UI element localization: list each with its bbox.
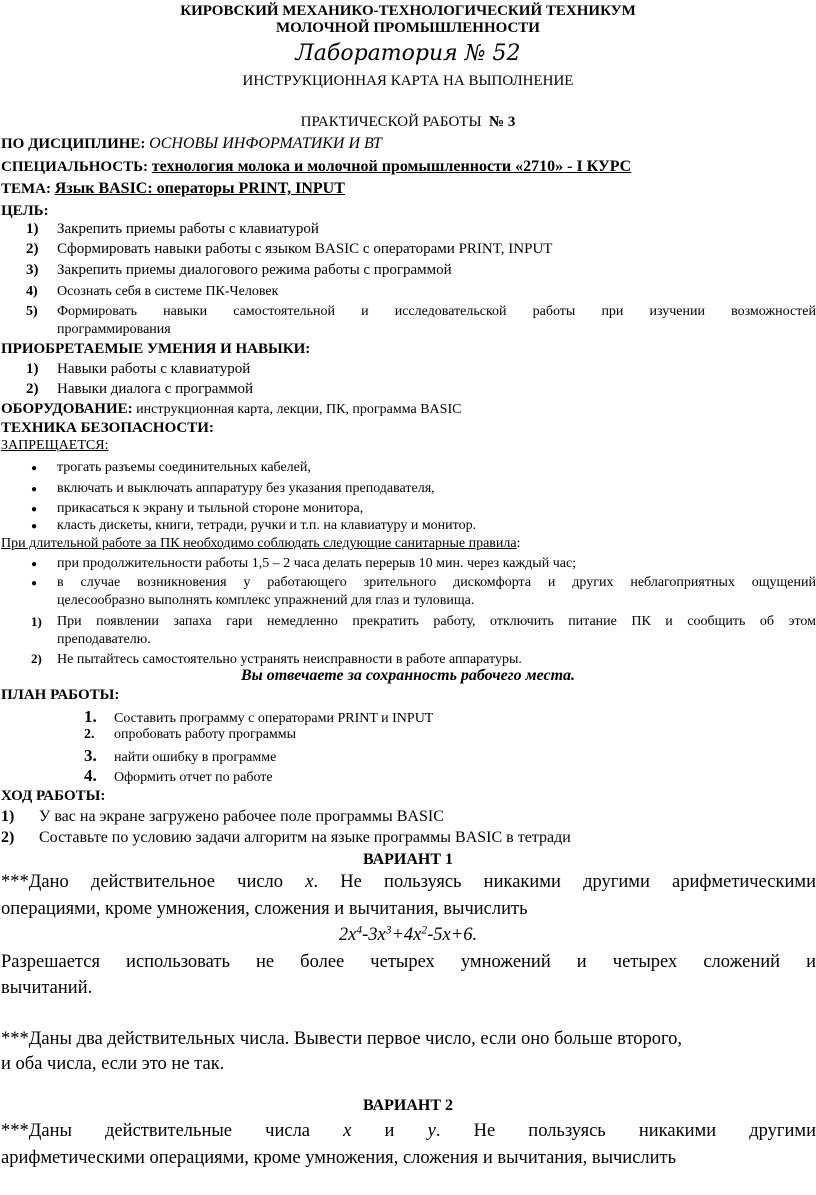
sanitary-label: При длительной работе за ПК необходимо соблюдать следующие санитарные правила	[1, 536, 517, 551]
formula-exponent: 2	[421, 924, 428, 937]
variant-1-note-line-2: вычитаний.	[1, 978, 93, 998]
goal-item-text: Осознать себя в системе ПК-Человек	[57, 284, 279, 299]
work-number: № 3	[489, 114, 516, 130]
goal-label: ЦЕЛЬ:	[1, 203, 49, 219]
discipline-value: ОСНОВЫ ИНФОРМАТИКИ И ВТ	[149, 135, 382, 152]
sanitary-label-row	[1, 536, 521, 552]
variant-2-title: ВАРИАНТ 2	[362, 1097, 454, 1114]
goal-item-number: 4)	[26, 284, 38, 299]
institution-line-1: КИРОВСКИЙ МЕХАНИКО-ТЕХНОЛОГИЧЕСКИЙ ТЕХНИКУМ	[180, 3, 636, 19]
bullet-icon: ●	[31, 463, 38, 474]
variant-1-task-1-line-2: операциями, кроме умножения, сложения и вычитания, вычислить	[1, 899, 528, 919]
formula-exponent: 3	[385, 924, 392, 937]
work-title-text: ПРАКТИЧЕСКОЙ РАБОТЫ	[300, 114, 482, 130]
variant-1-note-line-1: Разрешается использовать не более четырех умножений и четырех сложений и	[1, 952, 816, 972]
skills-item-text: Навыки работы с клавиатурой	[57, 361, 251, 377]
formula-exponent: 4	[356, 924, 363, 937]
skills-item-number: 2)	[26, 381, 39, 397]
forbidden-item	[0, 460, 816, 480]
plan-item-number: 3.	[84, 746, 97, 765]
goal-item	[26, 304, 57, 320]
variant-2-task-1-line-2: арифметическими операциями, кроме умножения, сложения и вычитания, вычислить	[1, 1148, 677, 1168]
card-title: ИНСТРУКЦИОННАЯ КАРТА НА ВЫПОЛНЕНИЕ	[242, 73, 574, 89]
variant-2-task-1	[1, 1121, 816, 1142]
sanitary-item-text: в случае возникновения у работающего зрительного дискомфорта и других неблагоприятных ощущений	[57, 575, 816, 590]
sanitary-colon: :	[516, 536, 521, 551]
lab-title: Лаборатория № 52	[295, 41, 521, 66]
progress-item-text: У вас на экране загружено рабочее поле программы BASIC	[39, 808, 444, 825]
forbidden-item	[0, 518, 816, 538]
forbidden-label: ЗАПРЕЩАЕТСЯ:	[1, 438, 109, 453]
goal-item-number: 1)	[26, 221, 39, 237]
goal-item	[26, 262, 452, 279]
equipment-row	[1, 401, 461, 418]
plan-item	[84, 707, 433, 727]
goal-item	[26, 284, 278, 300]
variant-1-task-1	[1, 872, 816, 893]
skills-item	[26, 361, 250, 378]
formula-term: -3x	[362, 925, 386, 945]
variant-1-title: ВАРИАНТ 1	[362, 851, 454, 868]
specialty-label: СПЕЦИАЛЬНОСТЬ:	[1, 159, 149, 175]
plan-label: ПЛАН РАБОТЫ:	[1, 687, 120, 703]
bullet-icon: ●	[31, 504, 38, 515]
variant-2-task-1-text: ***Даны действительные числа	[1, 1121, 344, 1141]
variable-y: y	[427, 1121, 436, 1141]
skills-label: ПРИОБРЕТАЕМЫЕ УМЕНИЯ И НАВЫКИ:	[1, 341, 311, 357]
plan-item-text: Оформить отчет по работе	[114, 770, 273, 785]
goal-item-number: 2)	[26, 241, 39, 257]
forbidden-item-text: включать и выключать аппаратуру без указания преподавателя,	[57, 481, 435, 496]
formula-term: -5x+6.	[427, 925, 478, 945]
sanitary-item-text: при продолжительности работы 1,5 – 2 часа делать перерыв 10 мин. через каждый час;	[57, 556, 577, 571]
safety-numbered-item	[31, 651, 522, 668]
topic-row	[1, 180, 345, 198]
formula	[0, 925, 816, 946]
sanitary-item	[0, 556, 816, 576]
institution-line-2: МОЛОЧНОЙ ПРОМЫШЛЕННОСТИ	[276, 20, 540, 36]
goal-item-text: Закрепить приемы работы с клавиатурой	[57, 221, 319, 237]
goal-item-text: Закрепить приемы диалогового режима работы с программой	[57, 262, 452, 278]
specialty-row	[1, 158, 631, 176]
topic-label: ТЕМА:	[1, 181, 51, 197]
safety-numbered-number: 1)	[31, 614, 42, 629]
goal-item	[26, 221, 319, 238]
variant-1-task-1-text-end: . Не пользуясь никакими другими арифметическими	[313, 872, 816, 892]
goal-item-number: 5)	[26, 304, 38, 319]
goal-item-text: Сформировать навыки работы с языком BASIC с операторами PRINT, INPUT	[57, 241, 553, 257]
variable-x: x	[343, 1121, 352, 1141]
forbidden-item-text: класть дискеты, книги, тетради, ручки и т.п. на клавиатуру и монитор.	[57, 518, 477, 533]
plan-item-text: опробовать работу программы	[114, 727, 297, 742]
forbidden-item-text: прикасаться к экрану и тыльной стороне монитора,	[57, 501, 364, 516]
progress-item-text: Составьте по условию задачи алгоритм на языке программы BASIC в тетради	[39, 829, 571, 846]
progress-item	[1, 829, 571, 847]
goal-item-text-continued: программирования	[57, 322, 171, 337]
variable-x: x	[305, 872, 314, 892]
goal-item-number: 3)	[26, 262, 39, 278]
skills-item-number: 1)	[26, 361, 39, 377]
goal-item	[26, 241, 552, 258]
plan-item-text: Составить программу с операторами PRINT и INPUT	[114, 711, 434, 726]
responsibility-note: Вы отвечаете за сохранность рабочего места.	[240, 667, 576, 684]
safety-numbered-number: 2)	[31, 651, 42, 666]
discipline-label: ПО ДИСЦИПЛИНЕ:	[1, 136, 146, 152]
safety-numbered-text-continued: преподавателю.	[57, 632, 151, 647]
forbidden-item	[0, 481, 816, 501]
plan-item-number: 4.	[84, 766, 97, 785]
progress-item-number: 1)	[1, 808, 15, 825]
bullet-icon: ●	[31, 578, 38, 589]
variant-1-task-1-text: ***Дано действительное число	[1, 872, 306, 892]
discipline-row	[1, 135, 382, 153]
goal-item-text: Формировать навыки самостоятельной и исследовательской работы при изучении возможностей	[57, 304, 816, 319]
plan-item-number: 1.	[84, 707, 97, 726]
conjunction: и	[351, 1121, 428, 1141]
progress-label: ХОД РАБОТЫ:	[1, 788, 106, 804]
topic-value: Язык BASIC: операторы PRINT, INPUT	[54, 180, 345, 197]
progress-item	[1, 808, 444, 826]
equipment-label: ОБОРУДОВАНИЕ:	[1, 401, 133, 417]
variant-2-task-1-text-end: . Не пользуясь никакими другими	[435, 1121, 816, 1141]
formula-term: +4x	[391, 925, 422, 945]
specialty-value: технология молока и молочной промышленности «2710» - I КУРС	[151, 158, 632, 175]
plan-item	[84, 746, 276, 766]
progress-item-number: 2)	[1, 829, 15, 846]
forbidden-item-text: трогать разъемы соединительных кабелей,	[57, 460, 311, 475]
bullet-icon: ●	[31, 559, 38, 570]
bullet-icon: ●	[31, 484, 38, 495]
skills-item	[26, 381, 253, 398]
sanitary-item-text-continued: целесообразно выполнять комплекс упражнений для глаз и туловища.	[57, 593, 475, 608]
skills-item-text: Навыки диалога с программой	[57, 381, 253, 397]
plan-item-text: найти ошибку в программе	[114, 750, 277, 765]
safety-numbered-item	[31, 614, 57, 631]
variant-1-task-2-line-2: и оба числа, если это не так.	[1, 1054, 225, 1074]
plan-item-number: 2.	[84, 727, 95, 742]
safety-label: ТЕХНИКА БЕЗОПАСНОСТИ:	[1, 420, 214, 436]
safety-numbered-text: Не пытайтесь самостоятельно устранять неисправности в работе аппаратуры.	[57, 652, 522, 667]
plan-item	[84, 766, 273, 786]
equipment-value: инструкционная карта, лекции, ПК, программа BASIC	[132, 402, 462, 417]
variant-1-task-2-line-1: ***Даны два действительных числа. Вывести первое число, если оно больше второго,	[1, 1029, 683, 1049]
work-title	[0, 114, 816, 131]
plan-item	[84, 727, 296, 743]
safety-numbered-text: При появлении запаха гари немедленно прекратить работу, отключить питание ПК и сообщить об этом	[57, 614, 816, 629]
bullet-icon: ●	[31, 521, 38, 532]
formula-term: 2x	[338, 925, 357, 945]
